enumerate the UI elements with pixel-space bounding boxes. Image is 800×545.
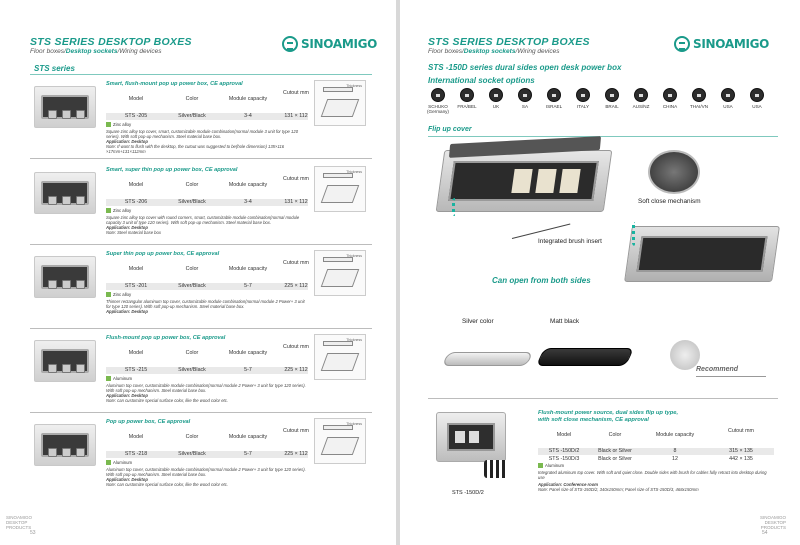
table-header: Color <box>185 182 199 188</box>
product-entry <box>30 248 372 326</box>
brand-logo: SINOAMIGO <box>282 36 377 52</box>
table-header: Cutout mm <box>283 176 309 182</box>
divider <box>30 74 372 75</box>
series-heading: STS -150D series dural sides open desk power box <box>428 63 622 72</box>
socket-face-icon <box>431 88 445 102</box>
product-photo <box>34 340 96 382</box>
socket-option: BRAIL <box>600 88 624 109</box>
socket-option: ISRAEL <box>542 88 566 109</box>
socket-face-icon <box>750 88 764 102</box>
logo-mark-icon <box>674 36 690 52</box>
table-row: STS -150D/3 <box>548 456 580 462</box>
table-header: Model <box>128 96 144 102</box>
product-entry <box>30 164 372 242</box>
table-header: Cutout mm <box>283 90 309 96</box>
product-photo <box>34 86 96 128</box>
product-title: Flush-mount power source, dual sides flip up type, with soft close mechanism, CE approval <box>538 410 679 423</box>
divider <box>696 376 766 377</box>
socket-face-icon <box>634 88 648 102</box>
socket-face-icon <box>547 88 561 102</box>
divider <box>30 158 372 159</box>
page-subtitle: Floor boxes/Desktop sockets/Wiring devices <box>428 48 560 55</box>
right-page <box>400 0 800 545</box>
dimension-diagram: Thickness <box>314 418 366 464</box>
logo-mark-icon <box>282 36 298 52</box>
spec-table <box>106 90 309 119</box>
socket-option: UK <box>484 88 508 109</box>
table-header: Cutout mm <box>283 260 309 266</box>
table-header: Module capacity <box>228 182 268 188</box>
divider <box>30 412 372 413</box>
table-cell: STS -218 <box>124 451 148 457</box>
table-cell: Silver/Black <box>178 367 206 373</box>
product-title: Smart, super thin pop up power box, CE approval <box>106 167 238 173</box>
divider <box>428 398 778 399</box>
product-photo <box>34 256 96 298</box>
table-cell: Silver/Black <box>178 113 206 119</box>
table-header: Cutout mm <box>283 344 309 350</box>
material-label: Aluminum <box>106 460 132 465</box>
socket-face-icon <box>518 88 532 102</box>
table-cell: STS -206 <box>124 199 148 205</box>
socket-option: USA <box>716 88 740 109</box>
socket-icon <box>511 169 532 193</box>
divider <box>30 328 372 329</box>
product-description: Thinner rectangular aluminum top cover, customizable module combination(normal module 2 Power+ 3 unit for type 120 series). With soft pop-up mechanism. Steel material base box. Application: Desktop <box>106 299 305 314</box>
product-description: Aluminum top cover, customizable module combination(normal module 2 Power+ 3 unit for type 120 series). With soft pop-up mechanism. Steel material base box. Application: Desktop Note: can customize special surface color, like the wood color etc. <box>106 383 306 403</box>
dimension-diagram: Thickness <box>314 250 366 296</box>
silver-cover-image <box>442 352 534 366</box>
spec-table: Model Color Module capacity Cutout mm STS -150D/2 Black or Silver 8 315 × 135 STS -150D/3 Black or Silver 12 442 × 135 <box>538 426 778 478</box>
table-cell: 225 × 112 <box>284 283 308 289</box>
table-cell: 3-4 <box>244 199 252 205</box>
material-label: Zinc alloy <box>106 208 131 213</box>
material-label: Zinc alloy <box>106 122 131 127</box>
socket-face-icon <box>692 88 706 102</box>
spec-table <box>106 176 309 205</box>
flip-arrow-icon <box>632 222 642 246</box>
flip-heading: Flip up cover <box>428 126 472 133</box>
table-cell: STS -201 <box>124 283 148 289</box>
table-cell: 225 × 112 <box>284 367 308 373</box>
section-heading: STS series <box>34 64 75 73</box>
product-description: Integrated aluminum top cover. With soft and quiet close. Double sides with brush for cables fully retract into desktop during use Application: Conference room Note: Panel size of STS-150D/2, 340x150mm; Panel size of STS-150D/3, 468x150mm <box>538 470 767 492</box>
soft-close-label: Soft close mechanism <box>638 198 701 205</box>
intl-heading: International socket options <box>428 76 535 85</box>
table-header: Module capacity <box>228 434 268 440</box>
leader-line <box>512 223 570 238</box>
matt-label: Matt black <box>550 318 580 325</box>
both-sides-heading: Can open from both sides <box>492 276 591 285</box>
black-cover-image <box>536 348 634 366</box>
table-cell: 5-7 <box>244 451 252 457</box>
spec-table <box>106 428 309 457</box>
brush-label: Integrated brush insert <box>538 238 602 245</box>
product-title: Super thin pop up power box, CE approval <box>106 251 220 257</box>
socket-options <box>426 88 776 118</box>
table-cell: 225 × 112 <box>284 451 308 457</box>
socket-option: SCHUKO (Germany) <box>426 88 450 114</box>
socket-face-icon <box>721 88 735 102</box>
product-label: STS -150D/2 <box>452 490 484 496</box>
table-cell: 5-7 <box>244 283 252 289</box>
page-title: STS SERIES DESKTOP BOXES <box>30 36 192 48</box>
dimension-diagram: Thickness <box>314 334 366 380</box>
product-photo <box>436 412 506 462</box>
corner-label: SINOAMIGO DESKTOP PRODUCTS <box>6 515 33 530</box>
corner-label: SINOAMIGO DESKTOP PRODUCTS <box>760 515 787 530</box>
socket-panel <box>448 161 599 201</box>
table-header: Color <box>185 434 199 440</box>
socket-option: AUS/NZ <box>629 88 653 109</box>
divider <box>30 244 372 245</box>
socket-option: CHINA <box>658 88 682 109</box>
product-description: Square zinc alloy top cover, smart, customizable module combination(normal module 3 unit for type 120 series). With soft pop-up mechanism. Steel material base box. Application: Desktop Note: If want to flush with the desktop, the cutout was suggested to be(hole dimension) 135×116 ×17mm+131×112mm <box>106 129 299 154</box>
recommend-label: Recommend <box>696 366 739 373</box>
product-description: Square zinc alloy top cover with round corners, smart, customizable module combination(normal module capacity 3 unit of type 120 series). With soft pop-up mechanism. Steel material base box. Application: Desktop Note: Steel material base box <box>106 215 300 235</box>
socket-option: USA <box>745 88 769 109</box>
socket-face-icon <box>576 88 590 102</box>
flip-arrow-icon <box>452 198 460 216</box>
product-entry <box>30 332 372 410</box>
table-header: Model <box>128 182 144 188</box>
socket-option: FRA/BEL <box>455 88 479 109</box>
product-photo <box>34 172 96 214</box>
product-title: Smart, flush-mount pop up power box, CE approval <box>106 81 243 87</box>
table-cell: STS -205 <box>124 113 148 119</box>
table-cell: 3-4 <box>244 113 252 119</box>
table-header: Color <box>185 266 199 272</box>
table-header: Module capacity <box>228 350 268 356</box>
socket-face-icon <box>663 88 677 102</box>
product-description: Aluminum top cover, customizable module combination(normal module 2 Power+ 3 unit for type 120 series). With soft pop-up mechanism. Steel material base box. Application: Desktop Note: can customize special surface color, like the wood color etc. <box>106 467 306 487</box>
table-header: Module capacity <box>228 96 268 102</box>
table-cell: 131 × 112 <box>284 199 308 205</box>
material-label: Aluminum <box>538 463 564 468</box>
product-photo <box>34 424 96 466</box>
socket-icon <box>535 169 556 193</box>
table-header: Color <box>185 350 199 356</box>
spec-table <box>106 344 309 373</box>
page-subtitle: Floor boxes/Desktop sockets/Wiring devices <box>30 48 162 55</box>
table-header: Model <box>128 434 144 440</box>
divider <box>428 136 778 137</box>
table-cell: Silver/Black <box>178 283 206 289</box>
table-cell: STS -215 <box>124 367 148 373</box>
product-open-image <box>624 226 780 282</box>
socket-option: ITALY <box>571 88 595 109</box>
material-label: Aluminum <box>106 376 132 381</box>
table-header: Model <box>128 266 144 272</box>
table-cell: 5-7 <box>244 367 252 373</box>
product-entry <box>30 416 372 494</box>
socket-icon <box>559 169 580 193</box>
socket-face-icon <box>489 88 503 102</box>
dimension-diagram: Thickness <box>314 80 366 126</box>
table-header: Color <box>185 96 199 102</box>
table-cell: Silver/Black <box>178 451 206 457</box>
page-number: 53 <box>30 530 36 536</box>
table-cell: Silver/Black <box>178 199 206 205</box>
material-label: Zinc alloy <box>106 292 131 297</box>
table-header: Model <box>128 350 144 356</box>
product-title: Flush-mount pop up power box, CE approval <box>106 335 226 341</box>
socket-option: THAI/VN <box>687 88 711 109</box>
table-header: Cutout mm <box>283 428 309 434</box>
silver-label: Silver color <box>462 318 494 325</box>
left-page <box>0 0 396 545</box>
dimension-diagram: Thickness <box>314 166 366 212</box>
table-cell: 131 × 112 <box>284 113 308 119</box>
socket-face-icon <box>605 88 619 102</box>
table-header: Module capacity <box>228 266 268 272</box>
socket-face-icon <box>460 88 474 102</box>
soft-close-detail <box>648 150 700 194</box>
spec-table <box>106 260 309 289</box>
page-number: 54 <box>762 530 768 536</box>
socket-option: SA <box>513 88 537 109</box>
product-entry <box>30 78 372 156</box>
page-title: STS SERIES DESKTOP BOXES <box>428 36 590 48</box>
accessory-image <box>484 460 508 478</box>
product-main-image <box>436 150 613 212</box>
brand-logo: SINOAMIGO <box>674 36 769 52</box>
product-title: Pop up power box, CE approval <box>106 419 191 425</box>
